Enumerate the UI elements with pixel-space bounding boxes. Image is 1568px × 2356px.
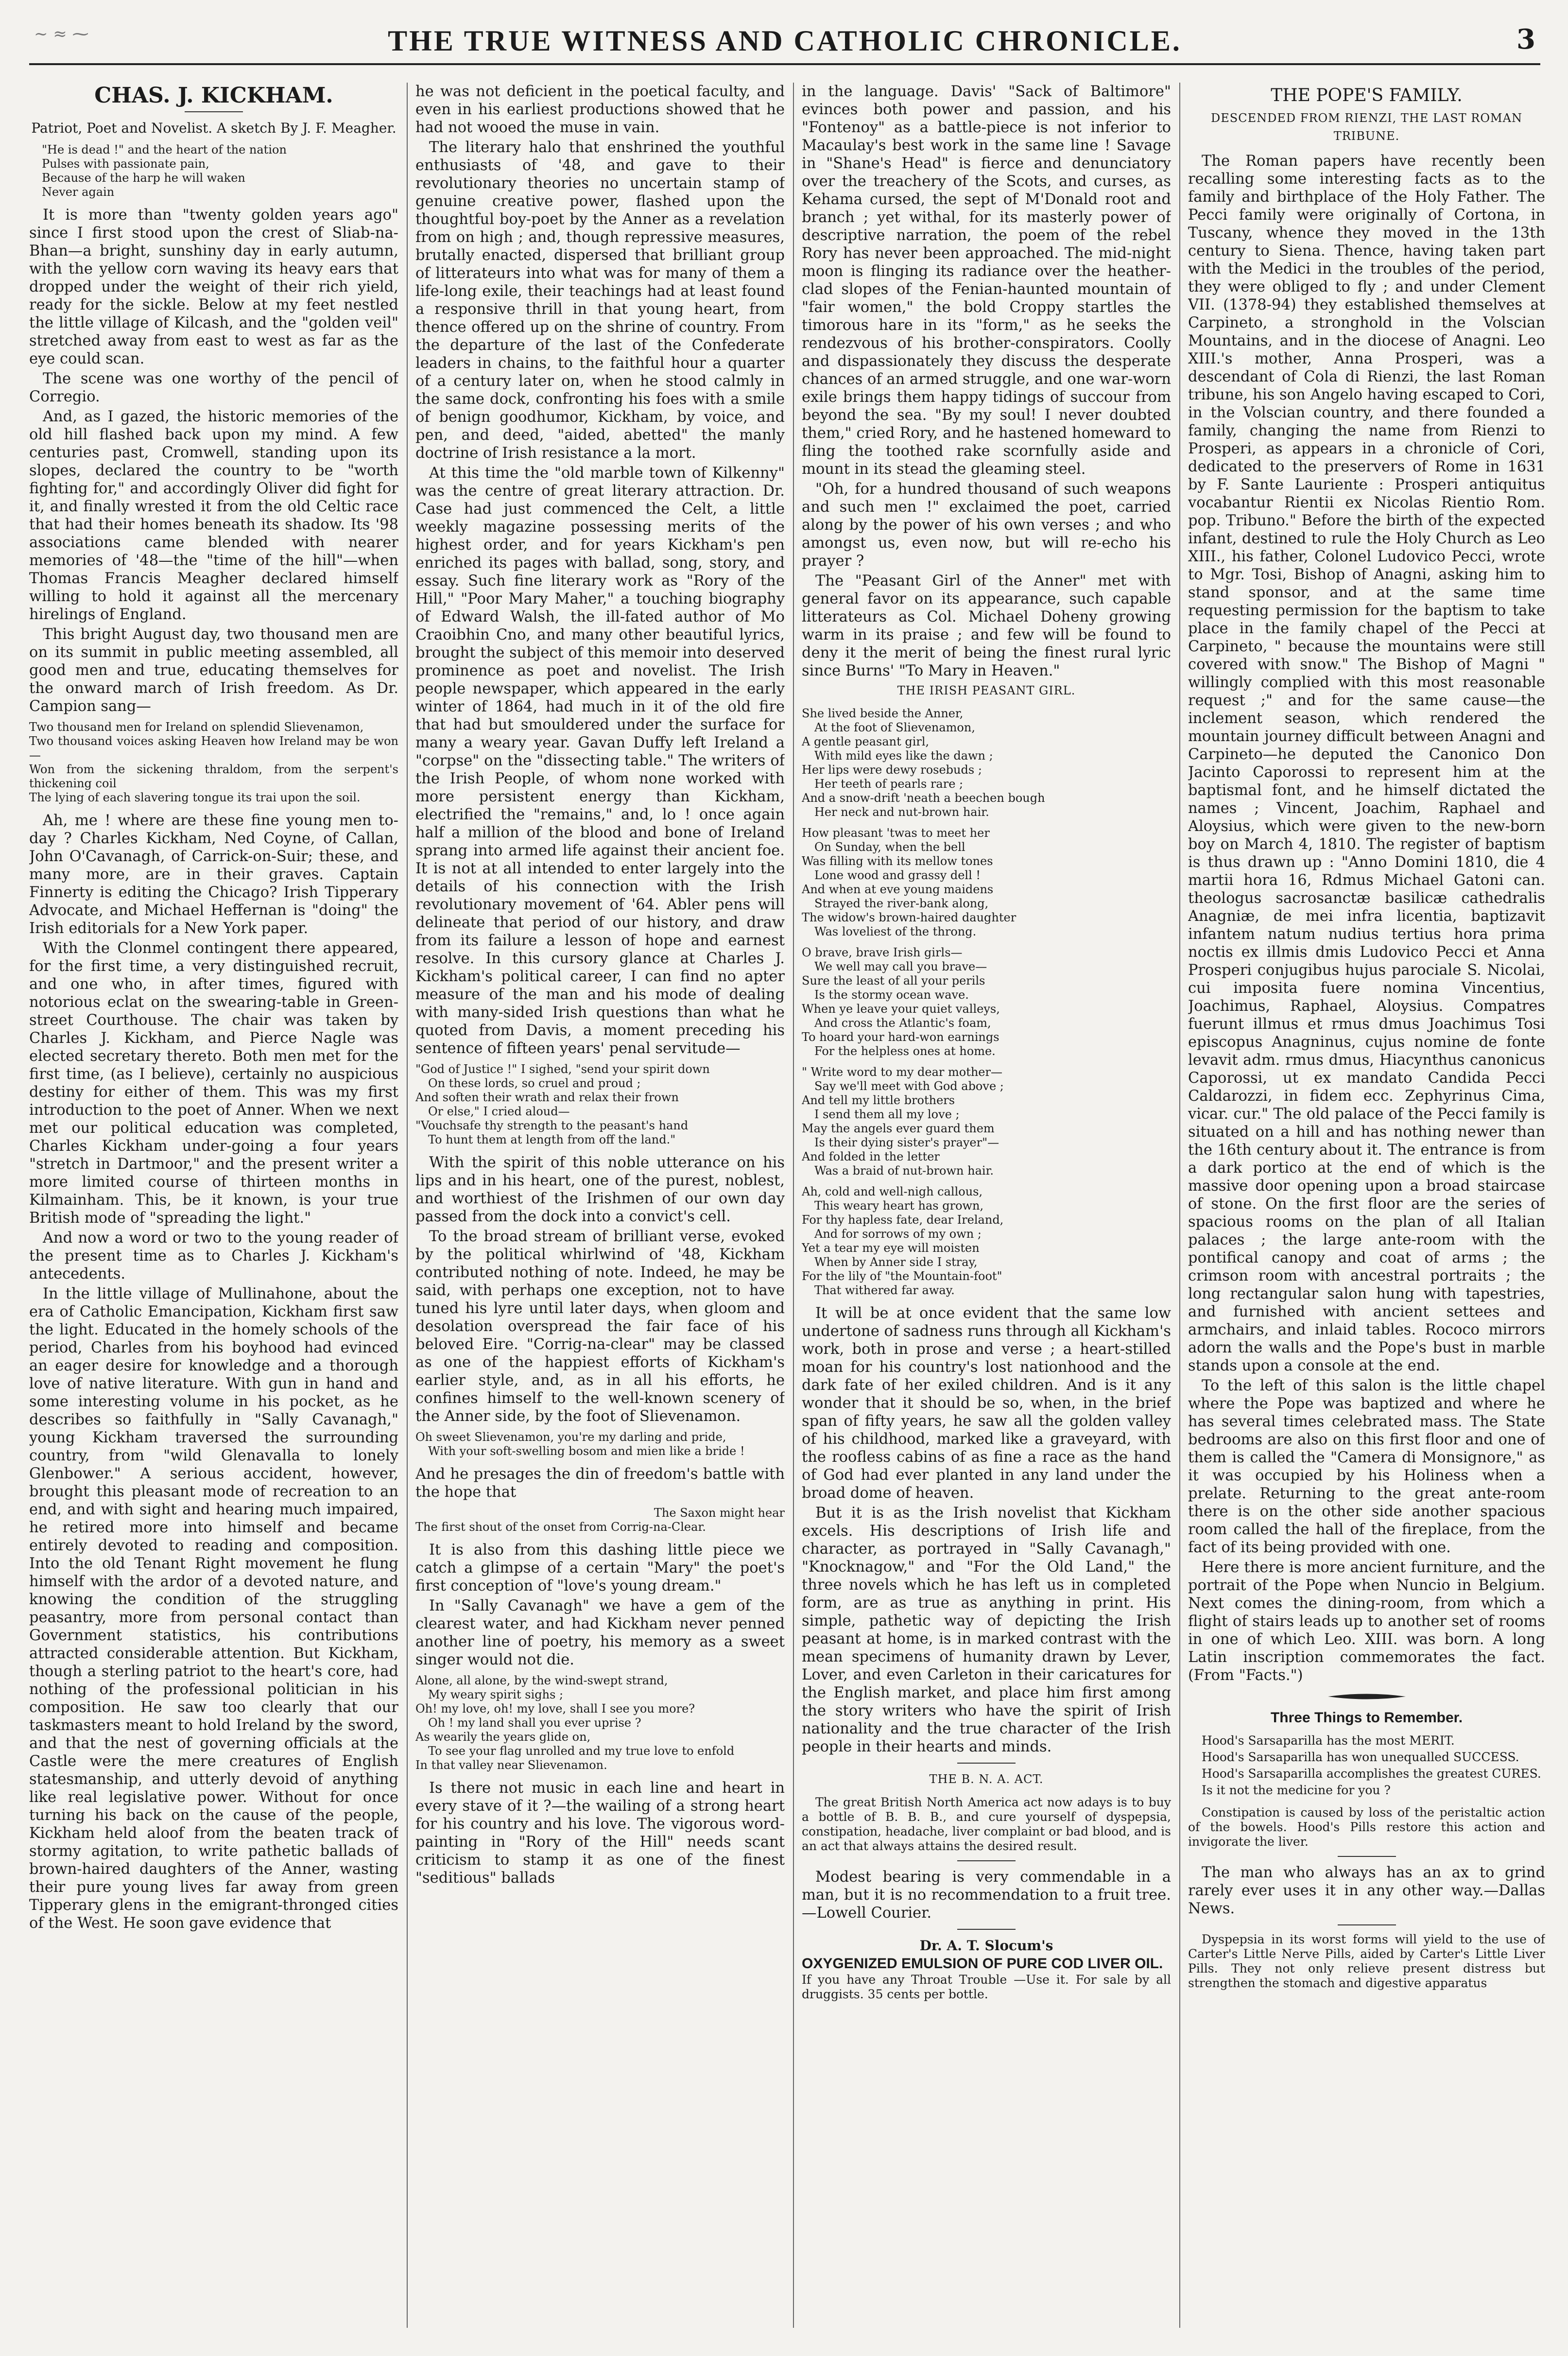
verse-line: That withered far away. xyxy=(814,1283,955,1297)
verse-line: "Vouchsafe thy strength to the peasant's hand xyxy=(415,1119,689,1132)
column-rule xyxy=(1179,83,1180,2328)
verse-line: May the angels ever guard them xyxy=(802,1122,995,1135)
verse-line: I send them all my love ; xyxy=(814,1108,960,1121)
verse-line: "God of Justice !" I sighed, "send your spirit down xyxy=(415,1062,710,1076)
verse-line: Is their dying sister's prayer"— xyxy=(814,1136,999,1149)
verse-line: On Sunday, when the bell xyxy=(814,840,965,854)
paragraph: But it is as the Irish novelist that Kickham excels. His descriptions of Irish life and character, as portrayed in "Sally Cavanagh," "Knocknagow," and "For the Old Land," the three novels which he has left us in completed form, are as true as anything in print. His simple, pathetic way of depicting the Irish peasant at home, is in marked contrast with the mean specimens of humanity drawn by Lever, Lover, and even Carleton in their caricatures for the English market, and place him first among the story writers who have the spirit of Irish nationality and the true character of the Irish people in their hearts and minds. xyxy=(802,1505,1171,1755)
paragraph: "Oh, for a hundred thousand of such weapons and such men !" exclaimed the poet, carried along by the power of his own verses ; and who amongst us, even now, but will re-echo his prayer ? xyxy=(802,481,1171,570)
paragraph: To the left of this salon is the little chapel where the Pope was baptized and where he has several times celebrated mass. The State bedrooms are also on this first floor and one of them is called the "Camera di Monsignore," as it was occupied by his Holiness when a prelate. Returning to the great ante-room there is on the other side another spacious room called the hall of the fireplace, from the fact of its being provided with one. xyxy=(1188,1377,1545,1556)
paragraph: in the language. Davis' "Sack of Baltimore" evinces both power and passion, and his "Fontenoy" as a battle-piece is not inferior to Macaulay's best work in the same line ! Savage in "Shane's Head" is fierce and denunciatory over the treachery of the Scots, and curses, as Kehama cursed, the sept of M'Donald root and branch ; yet withal, for its masterly power of descriptive narration, the poem of the rebel Rory has never been approached. The mid-night moon is flinging its radiance over the heather-clad slopes of the Fenian-haunted mountain of "fair women," the bold Croppy startles the timorous hare in its "form," as he seeks the rendezvous of his brother-conspirators. Coolly and dispassionately they discuss the desperate chances of an armed struggle, and one war-worn exile brings them happy tidings of succour from beyond the sea. "By my soul! I never doubted them," cried Rory, and he hastened homeward to fling the toothed rake scornfully aside and mount in its stead the gleaming steel. xyxy=(802,83,1171,478)
list-item: Hood's Sarsaparilla accomplishes the greatest CURES. xyxy=(1202,1767,1541,1781)
column-3 xyxy=(802,83,1171,2338)
verse-line: Is the stormy ocean wave. xyxy=(814,988,969,1002)
paragraph: It is also from this dashing little piece we catch a glimpse of a certain "Mary" the poet's first conception of "love's young dream." xyxy=(415,1542,785,1594)
list-item: Hood's Sarsaparilla has the most MERIT. xyxy=(1202,1733,1455,1748)
verse-line: Her lips were dewy rosebuds ; xyxy=(802,763,982,777)
list-item: Constipation is caused by loss of the peristaltic action of the bowels. Hood's Pills restore this action and invigorate the liver. xyxy=(1188,1805,1545,1849)
divider xyxy=(957,1763,1016,1764)
verse-line: Two thousand men for Ireland on splendid Slievenamon, xyxy=(29,720,364,734)
divider xyxy=(185,111,243,112)
paragraph: It will be at once evident that the same low undertone of sadness runs through all Kickham's work, both in prose and verse ; a heart-stilled moan for his country's lost nationhood and the dark fate of her exiled children. And is it any wonder that it should be so, when, in the brief span of fifty years, he saw all the golden valley of his childhood, marked like a graveyard, with the roofless cabins of as fine a race as the hand of God had ever planted in any land under the broad dome of heaven. xyxy=(802,1305,1171,1502)
paragraph: And, as I gazed, the historic memories of the old hill flashed back upon my mind. A few centuries past, Cromwell, standing upon its slopes, declared the country to be "worth fighting for," and accordingly Oliver did fight for it, and finally wrested it from the old Celtic race that had their homes beneath its shadow. Its '98 associations came blended with nearer memories of '48—the "time of the hill"—when Thomas Francis Meagher declared himself willing to hold it against all the mercenary hirelings of England. xyxy=(29,408,398,623)
column-2 xyxy=(415,83,785,2338)
paragraph: And he presages the din of freedom's battle with the hope that xyxy=(415,1466,785,1501)
verse-line: The widow's brown-haired daughter xyxy=(802,911,1017,924)
paragraph: In the little village of Mullinahone, about the era of Catholic Emancipation, Kickham first saw the light. Educated in the homely schools of the period, Charles from his boyhood had evinced an eager desire for knowledge and a thorough love of native literature. With gun in hand and some interesting volume in his pocket, as he describes so faithfully in "Sally Cavanagh," young Kickham traversed the surrounding country, from "wild Glenavalla to lonely Glenbower." A serious accident, however, brought this pleasant mode of recreation to an end, and with sight and hearing much impaired, he retired more into himself and became entirely devoted to reading and composition. Into the old Tenant Right movement he flung himself with the ardor of a devoted nature, and knowing the condition of the struggling peasantry, more from personal contact than Government statistics, his contributions attracted considerable attention. But Kickham, though a sterling patriot to the heart's core, had nothing of the professional politician in his composition. He saw too clearly that our taskmasters meant to hold Ireland by the sword, and that the nest of governing officials at the Castle were the mere creatures of English statesmanship, and utterly devoid of anything like real legislative power. Without for once turning his back on the cause of the people, Kickham held aloof from the beaten track of stormy agitation, to write pathetic ballads of brown-haired daughters of the Anner, wasting their pure young lives far away from green Tipperary glens in the emigrant-thronged cities of the West. He soon gave evidence that xyxy=(29,1285,398,1932)
paragraph: Here there is more ancient furniture, and the portrait of the Pope when Nuncio in Belgium. Next comes the dining-room, from which a flight of stairs leads up to another set of rooms in one of which Leo. XIII. was born. A long Latin inscription commemorates the fact. (From "Facts.") xyxy=(1188,1559,1545,1684)
verse-line: This weary heart has grown, xyxy=(814,1199,984,1213)
verse-line: When by Anner side I stray, xyxy=(814,1255,978,1269)
box-title: Three Things to Remember. xyxy=(1270,1710,1463,1726)
paragraph: To the broad stream of brilliant verse, evoked by the political whirlwind of '48, Kickham contributed nothing of note. Indeed, he may be said, with perhaps one exception, not to have tuned his lyre until later days, when gloom and desolation overspread the fair face of his beloved Eire. "Corrig-na-clear" may be classed as one of the happiest efforts of Kickham's earlier style, and, as in all his efforts, he confines himself to the well-known scenery of the Anner side, by the foot of Slievenamon. xyxy=(415,1228,785,1425)
quote: Modest bearing is very commendable in a man, but it is no recommendation to a fruit tree.—Lowell Courier. xyxy=(802,1869,1171,1922)
article-subheading: Patriot, Poet and Novelist. A sketch By J. F. Meagher. xyxy=(31,120,396,136)
verse-line: And folded in the letter xyxy=(802,1150,940,1163)
paragraph: The Roman papers have recently been recalling some interesting facts as to the family and birthplace of the Holy Father. The Pecci family were originally of Cortona, in Tuscany, whence they moved in the 13th century to Siena. Thence, having taken part with the Medici in the troubles of the period, they were obliged to fly ; and under Clement VII. (1378-94) they established themselves at Carpineto, a stronghold in the Volscian Mountains, and in the diocese of Anagni. Leo XIII.'s mother, Anna Prosperi, was a descendant of Cola di Rienzi, the last Roman tribune, his son Angelo having escaped to Cori, in the Volscian country, and there founded a family, changing the name from Rienzi to Prosperi, as appears in a chronicle of Cori, dedicated to the preservers of Rome in 1631 by F. Sante Lauriente : Prosperi antiquitus vocabantur Rientii ex Nicolas Rientio Rom. pop. Tribuno." Before the birth of the expected infant, destined to rule the Holy Church as Leo XIII., his father, Colonel Ludovico Pecci, wrote to Mgr. Tosi, Bishop of Anagni, asking him to stand sponsor, and at the same time requesting permission for the baptism to take place in the family chapel of the Pecci at Carpineto, " because the mountains were still covered with snow." The Bishop of Magni " willingly complied with this most reasonable request ;" and for the same cause—the inclement season, which rendered the mountain journey difficult between Anagni and Carpineto—he deputed the Canonico Don Jacinto Caporossi to represent him at the baptismal font, and he himself dictated the names ; Vincent, Joachim, Raphael and Aloysius, which were given to the new-born boy on March 4, 1810. The register of baptism is thus drawn up : "Anno Domini 1810, die 4 martii hora 16, Rdmus Michael Gatoni can. theologus sacrosanctæ basilicæ cathedralis Anagniæ, de mei infra licentia, baptizavit infantem natum nudius tertius hora prima noctis ex illmis dmis Ludovico Pecci et Anna Prosperi conjugibus hujus parociale S. Nicolai, cui imposita fuere nomina Vincentius, Joachimus, Raphael, Aloysius. Compatres fuerunt illmus et rmus dmus Joachimus Tosi episcopus Anagninus, cujus nomine de fonte levavit adm. rmus dmus, Hiacynthus canonicus Caporossi, ut ex mandato Candida Pecci Caldarozzi, in fidem ecc. Zephyrinus Cima, vicar. cur." The old palace of the Pecci family is situated on a hill and has nothing newer than the 16th century about it. The entrance is from a dark portico at the end of which is the massive door opening upon a broad staircase of stone. On the first floor are the series of spacious rooms on the plan of all Italian palaces ; the large ante-room with the pontifical canopy and coat of arms ; the crimson room with ancestral portraits ; the long rectangular salon hung with tapestries, and furnished with ancient settees and armchairs, and inlaid tables. Rococo mirrors adorn the walls and the Pope's bust in marble stands upon a console at the end. xyxy=(1188,153,1545,1374)
paragraph: In "Sally Cavanagh" we have a gem of the clearest water, and had Kickham never penned another line of poetry, his memory as a sweet singer would not die. xyxy=(415,1597,785,1668)
verse-line: Won from the sickening thraldom, from the serpent's thickening coil xyxy=(29,762,398,790)
page-number: 3 xyxy=(1516,23,1535,55)
margin-scribble: ~ ≈ ⁓ xyxy=(34,24,89,44)
paragraph: The literary halo that enshrined the youthful enthusiasts of '48, and gave to their revolutionary theories no uncertain stamp of genuine creative power, flashed upon the thoughtful boy-poet by the Anner as a revelation from on high ; and, though repressive measures, brutally enacted, dispersed that brilliant group of litterateurs into what was for many of them a life-long exile, their teachings had at least found a responsive thrill in that young heart, from thence offered up on the shrine of country. From the departure of the last of the Confederate leaders in chains, to the faithful hour a quarter of a century later on, when he stood calmly in the same dock, confronting his foes with a smile of benign goodhumor, Kickham, by voice, and pen, and deed, "aided, abetted" the manly doctrine of Irish resistance a la mort. xyxy=(415,139,785,462)
verse-line: And soften their wrath and relax their frown xyxy=(415,1091,679,1104)
paragraph: The scene was one worthy of the pencil of Corregio. xyxy=(29,370,398,405)
verse-line: For the helpless ones at home. xyxy=(814,1044,996,1058)
verse-line: And cross the Atlantic's foam, xyxy=(814,1016,991,1030)
list-item: Hood's Sarsaparilla has won unequalled SUCCESS. xyxy=(1202,1750,1519,1764)
verse-line: In that valley near Slievenamon. xyxy=(415,1758,607,1772)
ad-text: Dyspepsia in its worst forms will yield to the use of Carter's Little Nerve Pills, aided by Carter's Little Liver Pills. They not only relieve present distress but strengthen the stomach and digestive apparatus xyxy=(1188,1932,1545,1990)
paragraph: At this time the "old marble town of Kilkenny" was the centre of great literary attraction. Dr. Case had just commenced the Celt, a little weekly magazine possessing merits of the highest order, and for years Kickham's pen enriched its pages with ballad, song, story, and essay. Such fine literary work as "Rory of the Hill," "Poor Mary Maher," a touching biography of Edward Walsh, the ill-fated author of Mo Craoibhin Cno, and many other beautiful lyrics, brought the subject of this memoir into deserved prominence as poet and novelist. The Irish people newspaper, which appeared in the early winter of 1864, had much in it of the old fire that had but smouldered under the surface for many a weary year. Gavan Duffy left Ireland a "corpse" on the "dissecting table." The writers of the Irish People, of whom none worked with more persistent energy than Kickham, electrified the "remains," and, lo ! once again half a million of the blood and bone of Ireland sprang into armed life against their ancient foe. It is not at all intended to enter largely into the details of his connection with the Irish revolutionary movement of '64. Abler pens will delineate that period of our history, and draw from its failure a lesson of hope and earnest resolve. In this cursory glance at Charles J. Kickham's political career, I can find no apter measure of the man and his mode of dealing with many-sided Irish questions than what he quoted from Davis, a moment preceding his sentence of fifteen years' penal servitude— xyxy=(415,465,785,1057)
verse-line: Oh! my love, oh! my love, shall I see you more? xyxy=(415,1702,695,1715)
ad-title: THE B. N. A. ACT. xyxy=(929,1772,1044,1786)
masthead xyxy=(29,19,1540,65)
verse-line: Say we'll meet with God above ; xyxy=(814,1079,1004,1093)
verse-line: For the lily of "the Mountain-foot" xyxy=(802,1269,1002,1283)
verse-line: Never again xyxy=(42,185,115,199)
verse-line: The Saxon might hear xyxy=(654,1506,785,1520)
verse xyxy=(415,1062,785,1147)
verse-line: With mild eyes like the dawn ; xyxy=(814,749,993,762)
article-heading: THE POPE'S FAMILY. xyxy=(1271,86,1463,105)
verse-line: Oh ! my land shall you ever uprise ? xyxy=(428,1716,641,1730)
quote: The man who always has an ax to grind rarely ever uses it in any other way.—Dallas News. xyxy=(1188,1864,1545,1917)
verse-line: Alone, all alone, by the wind-swept strand, xyxy=(415,1674,668,1687)
verse-line: We well may call you brave— xyxy=(814,960,987,973)
verse-line: Lone wood and grassy dell ! xyxy=(814,868,981,882)
verse-line: With your soft-swelling bosom and mien like a bride ! xyxy=(428,1444,745,1458)
verse-line: As wearily the years glide on, xyxy=(415,1730,591,1744)
verse-line: And a snow-drift 'neath a beechen bough xyxy=(802,791,1045,805)
column-4 xyxy=(1188,83,1545,2338)
paragraph: This bright August day, two thousand men are on its summit in public meeting assembled, all good men and true, educating themselves for the onward march of Irish freedom. As Dr. Campion sang— xyxy=(29,626,398,715)
ad-headline: OXYGENIZED EMULSION OF PURE COD LIVER OIL. xyxy=(802,1956,1163,1972)
verse-line: Two thousand voices asking Heaven how Ireland may be won— xyxy=(29,734,398,762)
verse-line: On these lords, so cruel and proud ; xyxy=(428,1076,641,1090)
verse-line: When ye leave your quiet valleys, xyxy=(802,1002,1000,1016)
verse-line: My weary spirit sighs ; xyxy=(428,1688,564,1701)
verse-line: Pulses with passionate pain, xyxy=(42,157,209,171)
verse-line: Was a braid of nut-brown hair. xyxy=(814,1164,994,1178)
ad-title: Dr. A. T. Slocum's xyxy=(919,1938,1053,1954)
verse xyxy=(415,1506,785,1534)
epigraph xyxy=(29,143,398,199)
verse-line: The first shout of the onset from Corrig-na-Clear. xyxy=(415,1520,706,1534)
verse-line: To see your flag unrolled and my true love to enfold xyxy=(428,1744,735,1758)
paragraph: Ah, me ! where are these fine young men to-day ? Charles Kickham, Ned Coyne, of Callan, John O'Cavanagh, of Carrick-on-Suir; these, and many more, are in their graves. Captain Finnerty is editing the Chicago? Irish Tipperary Advocate, and Michael Heffernan is "doing" the Irish editorials for a New York paper. xyxy=(29,812,398,937)
verse-line: Oh sweet Slievenamon, you're my darling and pride, xyxy=(415,1430,726,1444)
ad-text: If you have any Throat Trouble —Use it. For sale by all druggists. 35 cents per bottle. xyxy=(802,1973,1171,2001)
divider xyxy=(957,1860,1016,1861)
verse-line: For thy hapless fate, dear Ireland, xyxy=(802,1213,1004,1227)
verse-line: Was loveliest of the throng. xyxy=(814,925,977,938)
verse xyxy=(29,720,398,805)
ornament-divider-icon xyxy=(1328,1692,1406,1701)
article-heading: CHAS. J. KICKHAM. xyxy=(94,83,333,108)
verse-line: "He is dead !" and the heart of the nation xyxy=(42,143,287,156)
divider xyxy=(957,1929,1016,1930)
ad-text: The great British North America act now adays is to buy a bottle of B. B. B., and cure yourself of dyspepsia, constipation, headache, liver complaint or bad blood, and is an act that always attains the desired result. xyxy=(802,1795,1171,1853)
verse-line: Because of the harp he will waken xyxy=(42,171,245,185)
verse-line: Sure the least of all your perils xyxy=(802,974,985,987)
paragraph: With the spirit of this noble utterance on his lips and in his heart, one of the purest, noblest, and worthiest of the Irishmen of our own day passed from the dock into a convict's cell. xyxy=(415,1154,785,1225)
verse-line: To hunt them at length from off the land." xyxy=(428,1133,676,1146)
verse-line: O brave, brave Irish girls— xyxy=(802,946,963,959)
verse xyxy=(415,1430,785,1458)
poem-title: THE IRISH PEASANT GIRL. xyxy=(897,684,1076,697)
column-rule xyxy=(407,83,408,2328)
column-1 xyxy=(29,83,398,2338)
paragraph: It is more than "twenty golden years ago" since I first stood upon the crest of Sliab-na-Bhan—a bright, sunshiny day in early autumn, with the yellow corn waving its heavy ears that dropped under the weight of their rich yield, ready for the sickle. Below at my feet nestled the little village of Kilcash, and the "golden veil" stretched away from east to west as far as the eye could scan. xyxy=(29,207,398,367)
verse-line: The lying of each slavering tongue its trai upon the soil. xyxy=(29,791,361,804)
verse-line: A gentle peasant girl, xyxy=(802,735,930,748)
verse xyxy=(415,1674,785,1772)
verse-line: And when at eve young maidens xyxy=(802,883,994,896)
verse-line: Strayed the river-bank along, xyxy=(814,897,989,910)
divider xyxy=(1338,1924,1396,1925)
paragraph: Is there not music in each line and heart in every stave of it ?—the wailing of a strong heart for his country and his love. The vigorous word-painting in "Rory of the Hill" needs scant criticism to stamp it as one of the finest "seditious" ballads xyxy=(415,1780,785,1887)
verse-line: " Write word to my dear mother— xyxy=(802,1065,1002,1079)
verse-line: Or else," I cried aloud— xyxy=(428,1105,570,1118)
column-rule xyxy=(793,83,794,2328)
paragraph: With the Clonmel contingent there appeared, for the first time, a very distinguished recruit, and one who, in after times, figured with notorious eclat on the swearing-table in Green-street Courthouse. The chair was taken by Charles J. Kickham, and Pierce Nagle was elected secretary thereto. Both men met for the first time, (as I believe), certainly no auspicious destiny for either of them. This was my first introduction to the poet of Anner. When we next met our political education was completed, Charles Kickham under-going a four years "stretch in Dartmoor," and the present writer a more limited course of thirteen months in Kilmainham. This, be it known, is your true British mode of "spreading the light." xyxy=(29,940,398,1227)
verse-line: Her teeth of pearls rare ; xyxy=(814,777,964,791)
poem xyxy=(802,707,1171,1298)
verse-line: And tell my little brothers xyxy=(802,1093,955,1107)
verse-line: Was filling with its mellow tones xyxy=(802,854,993,868)
divider xyxy=(1338,1856,1396,1857)
verse-line: Her neck and nut-brown hair. xyxy=(814,805,989,819)
newspaper-title: THE TRUE WITNESS AND CATHOLIC CHRONICLE. xyxy=(388,25,1182,57)
verse-line: And for sorrows of my own ; xyxy=(814,1227,982,1241)
article-subheading: DESCENDED FROM RIENZI, THE LAST ROMAN TRIBUNE. xyxy=(1211,111,1522,143)
verse-line: To hoard your hard-won earnings xyxy=(802,1030,999,1044)
paragraph: he was not deficient in the poetical faculty, and even in his earliest productions showed that he had not wooed the muse in vain. xyxy=(415,83,785,136)
paragraph: And now a word or two to the young reader of the present time as to Charles J. Kickham's antecedents. xyxy=(29,1230,398,1282)
list-item: Is it not the medicine for you ? xyxy=(1202,1783,1391,1797)
verse-line: Yet a tear my eye will moisten xyxy=(802,1241,980,1255)
verse-line: She lived beside the Anner, xyxy=(802,707,964,720)
verse-line: Ah, cold and well-nigh callous, xyxy=(802,1185,983,1198)
verse-line: How pleasant 'twas to meet her xyxy=(802,826,990,840)
paragraph: The "Peasant Girl of the Anner" met with general favor on its appearance, such capable litterateurs as Col. Michael Doheny growing warm in its praise ; and few will be found to deny it the merit of being the finest rural lyric since Burns' "To Mary in Heaven." xyxy=(802,572,1171,679)
verse-line: At the foot of Slievenamon, xyxy=(814,721,975,734)
